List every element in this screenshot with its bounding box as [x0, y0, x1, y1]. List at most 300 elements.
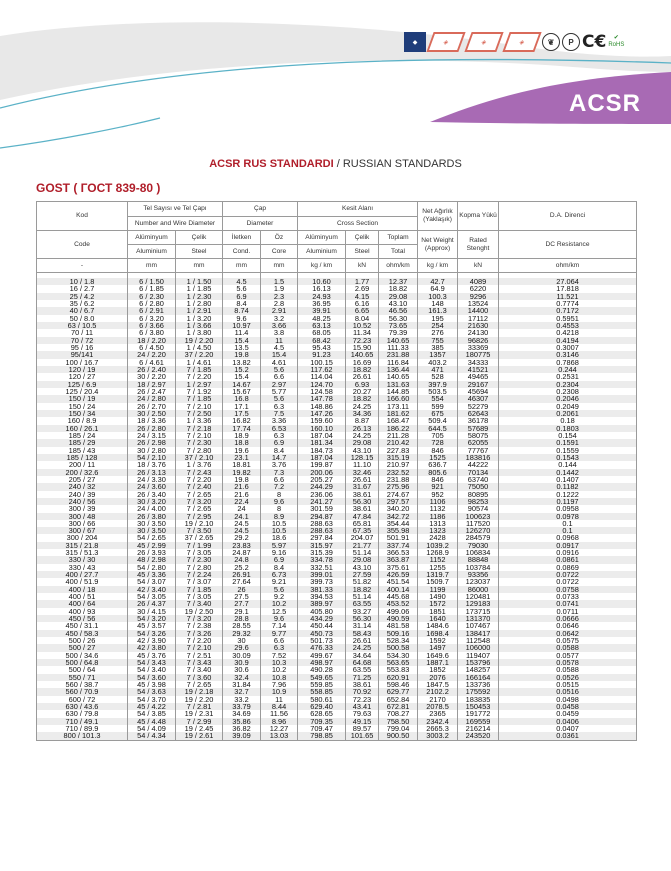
cell-code: 710 / 49.1: [37, 718, 128, 725]
cell-core-dia: 3.8: [261, 329, 298, 336]
cell-strength: 36178: [458, 417, 499, 424]
cell-st-wire: 7 / 2.10: [176, 644, 223, 651]
cell-code: 500 / 26: [37, 637, 128, 644]
unit-cs-st: kN: [346, 259, 379, 273]
cell-weight: 1851: [418, 608, 458, 615]
cell-cs-al: 501.73: [298, 637, 346, 644]
cell-core-dia: 8.96: [261, 718, 298, 725]
cell-resistance: 0.0978: [499, 513, 637, 520]
cell-cs-al: 16.13: [298, 285, 346, 292]
cell-cs-al: 315.39: [298, 549, 346, 556]
cell-al-wire: 6 / 1.85: [128, 285, 176, 292]
cell-al-wire: 6 / 4.61: [128, 359, 176, 366]
unit-total: ohm/km: [379, 259, 418, 273]
cell-strength: 34333: [458, 359, 499, 366]
cell-cs-total: 140.65: [379, 373, 418, 380]
unit-weight: kg / km: [418, 259, 458, 273]
cell-cs-total: 144.85: [379, 388, 418, 395]
cell-code: 330 / 43: [37, 564, 128, 571]
cell-strength: 126270: [458, 527, 499, 534]
cell-strength: 80895: [458, 491, 499, 498]
cell-resistance: 0.0958: [499, 505, 637, 512]
cell-core-dia: 8.4: [261, 447, 298, 454]
cell-cond-dia: 24.5: [223, 527, 261, 534]
cell-st-wire: 7 / 3.05: [176, 593, 223, 600]
cell-cond-dia: 15.67: [223, 388, 261, 395]
th-cap-tr: Çap: [223, 202, 298, 217]
cell-cond-dia: 36.82: [223, 725, 261, 732]
cell-cs-al: 315.97: [298, 542, 346, 549]
cell-core-dia: 6.9: [261, 556, 298, 563]
cell-weight: 2078.5: [418, 703, 458, 710]
leaf-mark-icon: ❦: [542, 33, 560, 51]
cell-cond-dia: 19.6: [223, 447, 261, 454]
cell-code: 710 / 89.9: [37, 725, 128, 732]
cell-strength: 119407: [458, 652, 499, 659]
cell-code: 400 / 27.7: [37, 571, 128, 578]
cell-cond-dia: 18.9: [223, 432, 261, 439]
cell-st-wire: 7 / 2.51: [176, 652, 223, 659]
cell-st-wire: 7 / 2.40: [176, 483, 223, 490]
cell-cs-al: 117.62: [298, 366, 346, 373]
cell-cs-st: 16.69: [346, 359, 379, 366]
cell-code: 150 / 34: [37, 410, 128, 417]
cell-weight: 1313: [418, 520, 458, 527]
cell-cs-st: 34.36: [346, 410, 379, 417]
cell-al-wire: 54 / 3.43: [128, 659, 176, 666]
cell-cs-total: 553.83: [379, 666, 418, 673]
table-row: [37, 622, 637, 629]
cell-core-dia: 8: [261, 491, 298, 498]
cell-cs-st: 26.61: [346, 373, 379, 380]
cell-al-wire: 6 / 2.80: [128, 300, 176, 307]
cell-cs-st: 18.82: [346, 586, 379, 593]
cell-cs-al: 288.63: [298, 527, 346, 534]
cell-strength: 138417: [458, 630, 499, 637]
cell-resistance: 0.0646: [499, 622, 637, 629]
cell-st-wire: 1 / 3.80: [176, 329, 223, 336]
cell-code: 630 / 43.6: [37, 703, 128, 710]
cell-cs-total: 232.52: [379, 469, 418, 476]
cell-al-wire: 48 / 2.98: [128, 556, 176, 563]
cell-strength: 191772: [458, 710, 499, 717]
cell-cond-dia: 24: [223, 505, 261, 512]
cell-cond-dia: 15.2: [223, 366, 261, 373]
table-row: [37, 732, 637, 740]
cell-code: 300 / 66: [37, 520, 128, 527]
table-row: [37, 498, 637, 505]
cell-cond-dia: 34.69: [223, 710, 261, 717]
cell-cs-al: 236.06: [298, 491, 346, 498]
cell-weight: 1255: [418, 564, 458, 571]
cell-weight: 161.3: [418, 307, 458, 314]
certification-logos: [404, 30, 624, 54]
cell-al-wire: 26 / 3.80: [128, 513, 176, 520]
cell-weight: 503.5: [418, 388, 458, 395]
cell-cond-dia: 24.87: [223, 549, 261, 556]
cell-al-wire: 6 / 2.91: [128, 307, 176, 314]
cell-cs-st: 24.25: [346, 432, 379, 439]
cell-code: 16 / 2.7: [37, 285, 128, 292]
cell-cs-total: 73.65: [379, 322, 418, 329]
cell-weight: 1525: [418, 454, 458, 461]
table-row: [37, 425, 637, 432]
cell-cs-st: 24.25: [346, 403, 379, 410]
cell-weight: 2365: [418, 710, 458, 717]
table-row: [37, 549, 637, 556]
cell-core-dia: 15.4: [261, 351, 298, 358]
cell-core-dia: 13.03: [261, 732, 298, 740]
cell-resistance: 0.1: [499, 527, 637, 534]
table-row: [37, 527, 637, 534]
cell-code: 300 / 204: [37, 534, 128, 541]
th-strength-tr: Kopma Yükü: [458, 202, 499, 231]
cell-st-wire: 1 / 2.80: [176, 300, 223, 307]
cell-weight: 755: [418, 337, 458, 344]
cell-strength: 120481: [458, 593, 499, 600]
cell-weight: 471: [418, 366, 458, 373]
table-row: [37, 513, 637, 520]
cell-core-dia: 9.16: [261, 549, 298, 556]
cell-al-wire: 24 / 2.20: [128, 351, 176, 358]
cell-cs-al: 498.97: [298, 659, 346, 666]
cell-cs-st: 58.43: [346, 630, 379, 637]
cell-weight: 2102.2: [418, 688, 458, 695]
cell-cs-total: 274.67: [379, 491, 418, 498]
cell-al-wire: 45 / 2.99: [128, 542, 176, 549]
cell-st-wire: 7 / 3.50: [176, 527, 223, 534]
cell-strength: 46307: [458, 395, 499, 402]
cell-al-wire: 18 / 3.76: [128, 461, 176, 468]
cell-strength: 33369: [458, 344, 499, 351]
cell-al-wire: 18 / 3.36: [128, 417, 176, 424]
cell-code: 95 / 16: [37, 344, 128, 351]
cell-cs-al: 580.61: [298, 696, 346, 703]
cell-strength: 93356: [458, 571, 499, 578]
cell-code: 315 / 21.8: [37, 542, 128, 549]
cell-strength: 153796: [458, 659, 499, 666]
cell-cond-dia: 18.81: [223, 461, 261, 468]
cell-cond-dia: 24.8: [223, 556, 261, 563]
cell-cs-total: 337.74: [379, 542, 418, 549]
cell-code: 100 / 16.7: [37, 359, 128, 366]
cell-st-wire: 7 / 1.85: [176, 586, 223, 593]
cell-cs-st: 24.25: [346, 644, 379, 651]
cell-cond-dia: 32.7: [223, 688, 261, 695]
cell-weight: 254: [418, 322, 458, 329]
cell-cs-total: 342.72: [379, 513, 418, 520]
cell-code: 240 / 39: [37, 491, 128, 498]
cell-cs-total: 140.65: [379, 337, 418, 344]
cell-resistance: 0.7868: [499, 359, 637, 366]
cell-cs-total: 210.97: [379, 461, 418, 468]
cell-cond-dia: 30.9: [223, 659, 261, 666]
cell-cs-al: 205.27: [298, 476, 346, 483]
cell-resistance: 0.0459: [499, 710, 637, 717]
cell-cs-total: 758.50: [379, 718, 418, 725]
cell-st-wire: 7 / 1.99: [176, 542, 223, 549]
cell-code: 630 / 79.8: [37, 710, 128, 717]
cell-al-wire: 18 / 2.20: [128, 337, 176, 344]
cell-cs-total: 186.22: [379, 425, 418, 432]
cell-cs-st: 38.61: [346, 491, 379, 498]
cell-core-dia: 2.91: [261, 307, 298, 314]
cell-weight: 636.7: [418, 461, 458, 468]
cell-st-wire: 7 / 3.07: [176, 578, 223, 585]
cell-cs-al: 628.65: [298, 710, 346, 717]
cell-cs-total: 501.91: [379, 534, 418, 541]
cell-cs-al: 160.10: [298, 425, 346, 432]
cell-cs-st: 15.90: [346, 344, 379, 351]
iso-diamond-icon: ◈: [426, 32, 465, 52]
cell-weight: 42.7: [418, 278, 458, 285]
product-label: ACSR: [569, 90, 642, 117]
table-row: [37, 439, 637, 446]
cell-cs-total: 173.11: [379, 403, 418, 410]
cell-resistance: 0.0516: [499, 688, 637, 695]
th-toplam: Toplam: [379, 231, 418, 245]
cell-cs-total: 652.84: [379, 696, 418, 703]
cell-strength: 166164: [458, 674, 499, 681]
cell-al-wire: 24 / 4.00: [128, 505, 176, 512]
cell-cs-total: 708.27: [379, 710, 418, 717]
cell-cs-total: 672.81: [379, 703, 418, 710]
cell-strength: 29167: [458, 381, 499, 388]
cell-cs-st: 29.08: [346, 556, 379, 563]
cell-weight: 509.4: [418, 417, 458, 424]
table-row: [37, 388, 637, 395]
cell-strength: 180775: [458, 351, 499, 358]
cell-core-dia: 6.73: [261, 571, 298, 578]
cell-resistance: 0.2531: [499, 373, 637, 380]
cell-al-wire: 45 / 3.76: [128, 652, 176, 659]
cell-cs-al: 91.23: [298, 351, 346, 358]
cell-cond-dia: 33.79: [223, 703, 261, 710]
cell-core-dia: 10.5: [261, 527, 298, 534]
cell-resistance: 0.2304: [499, 381, 637, 388]
cell-code: 400 / 51: [37, 593, 128, 600]
cell-cs-st: 6.93: [346, 381, 379, 388]
cell-cs-st: 140.65: [346, 351, 379, 358]
cell-al-wire: 42 / 3.80: [128, 644, 176, 651]
cell-core-dia: 11: [261, 337, 298, 344]
cell-core-dia: 6.3: [261, 403, 298, 410]
cell-strength: 70134: [458, 469, 499, 476]
cell-weight: 1509.7: [418, 578, 458, 585]
cell-resistance: 0.5951: [499, 315, 637, 322]
cell-strength: 148257: [458, 666, 499, 673]
cell-cond-dia: 30.6: [223, 666, 261, 673]
cell-code: 500 / 27: [37, 644, 128, 651]
table-row: [37, 564, 637, 571]
cell-cs-al: 294.87: [298, 513, 346, 520]
cell-cs-al: 114.04: [298, 373, 346, 380]
cell-core-dia: 4.61: [261, 359, 298, 366]
table-row: [37, 395, 637, 402]
cell-cond-dia: 10.97: [223, 322, 261, 329]
cell-cs-total: 509.16: [379, 630, 418, 637]
cell-cs-al: 332.51: [298, 564, 346, 571]
table-row: [37, 373, 637, 380]
cell-core-dia: 11.56: [261, 710, 298, 717]
cell-core-dia: 6.3: [261, 644, 298, 651]
cell-weight: 1572: [418, 600, 458, 607]
cell-strength: 106000: [458, 644, 499, 651]
cell-al-wire: 26 / 3.40: [128, 491, 176, 498]
cell-resistance: 0.0758: [499, 586, 637, 593]
cell-cs-total: 46.56: [379, 307, 418, 314]
cell-al-wire: 30 / 2.50: [128, 410, 176, 417]
cell-resistance: 0.0916: [499, 549, 637, 556]
cell-cs-al: 709.47: [298, 725, 346, 732]
cell-cond-dia: 16.8: [223, 395, 261, 402]
table-row: [37, 315, 637, 322]
cell-al-wire: 45 / 3.36: [128, 571, 176, 578]
cell-st-wire: 7 / 2.24: [176, 571, 223, 578]
cell-strength: 86000: [458, 586, 499, 593]
cell-strength: 112548: [458, 637, 499, 644]
cell-cs-al: 124.58: [298, 388, 346, 395]
cell-resistance: 0.4194: [499, 337, 637, 344]
cell-cs-total: 116.84: [379, 359, 418, 366]
cell-code: 200 / 11: [37, 461, 128, 468]
cell-al-wire: 54 / 3.63: [128, 688, 176, 695]
cell-core-dia: 5.97: [261, 542, 298, 549]
th-st-en: Steel: [176, 245, 223, 259]
cell-al-wire: 6 / 3.80: [128, 329, 176, 336]
cell-core-dia: 7.14: [261, 622, 298, 629]
cell-core-dia: 1.5: [261, 278, 298, 285]
cell-weight: 921: [418, 483, 458, 490]
cell-al-wire: 54 / 3.20: [128, 615, 176, 622]
cell-strength: 133736: [458, 681, 499, 688]
cell-code: 550 / 71: [37, 674, 128, 681]
table-row: [37, 710, 637, 717]
cell-cs-st: 21.77: [346, 542, 379, 549]
table-row: [37, 469, 637, 476]
cell-cs-al: 244.29: [298, 483, 346, 490]
cell-code: 70 / 72: [37, 337, 128, 344]
cell-code: 125 / 20.4: [37, 388, 128, 395]
cell-strength: 44222: [458, 461, 499, 468]
cell-al-wire: 26 / 2.80: [128, 425, 176, 432]
cell-cs-total: 400.14: [379, 586, 418, 593]
gost-r-icon: P: [562, 33, 580, 51]
cell-cond-dia: 25.2: [223, 564, 261, 571]
cell-al-wire: 30 / 2.20: [128, 373, 176, 380]
cell-core-dia: 3.36: [261, 417, 298, 424]
cell-st-wire: 7 / 3.40: [176, 666, 223, 673]
cell-strength: 13524: [458, 300, 499, 307]
cell-strength: 21630: [458, 322, 499, 329]
cell-weight: 148: [418, 300, 458, 307]
cell-strength: 45694: [458, 388, 499, 395]
cell-weight: 385: [418, 344, 458, 351]
cell-cs-st: 20.27: [346, 388, 379, 395]
cell-core-dia: 7.52: [261, 652, 298, 659]
cell-cs-total: 481.58: [379, 622, 418, 629]
cell-cs-st: 6.65: [346, 307, 379, 314]
cell-resistance: 0.0526: [499, 674, 637, 681]
cell-cs-st: 10.52: [346, 322, 379, 329]
cell-cond-dia: 32.4: [223, 674, 261, 681]
cell-core-dia: 10.8: [261, 674, 298, 681]
cell-st-wire: 7 / 2.10: [176, 403, 223, 410]
unit-al: mm: [128, 259, 176, 273]
unit-cond: mm: [223, 259, 261, 273]
cell-cond-dia: 26.91: [223, 571, 261, 578]
cell-core-dia: 8: [261, 505, 298, 512]
cell-resistance: 0.1803: [499, 425, 637, 432]
cell-core-dia: 8.44: [261, 703, 298, 710]
table-row: [37, 278, 637, 285]
cell-cs-total: 499.06: [379, 608, 418, 615]
header-band: [0, 0, 671, 150]
cell-core-dia: 6.3: [261, 432, 298, 439]
table-row: [37, 644, 637, 651]
cell-cond-dia: 30: [223, 637, 261, 644]
cell-st-wire: 37 / 2.65: [176, 534, 223, 541]
cell-cs-al: 288.63: [298, 520, 346, 527]
table-row: [37, 674, 637, 681]
table-row: [37, 329, 637, 336]
cell-cond-dia: 4.5: [223, 278, 261, 285]
cell-core-dia: 10.2: [261, 600, 298, 607]
table-row: [37, 718, 637, 725]
cell-cond-dia: 28.55: [223, 622, 261, 629]
cell-weight: 675: [418, 410, 458, 417]
cell-al-wire: 45 / 3.57: [128, 622, 176, 629]
msi-logo-icon: ◆: [404, 32, 426, 52]
cell-cs-st: 26.13: [346, 425, 379, 432]
cell-weight: 1698.4: [418, 630, 458, 637]
table-row: [37, 476, 637, 483]
cell-core-dia: 9.21: [261, 578, 298, 585]
cell-cs-al: 549.65: [298, 674, 346, 681]
cell-weight: 1039.2: [418, 542, 458, 549]
cell-code: 185 / 43: [37, 447, 128, 454]
th-code: Code: [37, 231, 128, 259]
cell-core-dia: 6.6: [261, 637, 298, 644]
cell-weight: 1132: [418, 505, 458, 512]
cell-weight: 1592: [418, 637, 458, 644]
cell-cs-al: 334.78: [298, 556, 346, 563]
cell-weight: 195: [418, 315, 458, 322]
cell-strength: 4089: [458, 278, 499, 285]
cell-strength: 6220: [458, 285, 499, 292]
cell-al-wire: 42 / 3.40: [128, 586, 176, 593]
cell-al-wire: 18 / 2.97: [128, 381, 176, 388]
cell-strength: 41521: [458, 366, 499, 373]
cell-core-dia: 1.9: [261, 285, 298, 292]
th-cs-al-en: Aluminium: [298, 245, 346, 259]
cell-al-wire: 42 / 3.90: [128, 637, 176, 644]
cell-cs-total: 900.50: [379, 732, 418, 740]
cell-st-wire: 7 / 2.50: [176, 410, 223, 417]
cell-code: 125 / 6.9: [37, 381, 128, 388]
cell-cs-st: 63.55: [346, 666, 379, 673]
cell-core-dia: 5.6: [261, 395, 298, 402]
cell-st-wire: 7 / 2.65: [176, 491, 223, 498]
cell-cs-al: 399.73: [298, 578, 346, 585]
cell-code: 150 / 19: [37, 395, 128, 402]
cell-cs-al: 10.60: [298, 278, 346, 285]
cell-resistance: 0.0515: [499, 681, 637, 688]
cell-al-wire: 45 / 4.48: [128, 718, 176, 725]
cell-cs-st: 11.34: [346, 329, 379, 336]
cell-cond-dia: 26: [223, 586, 261, 593]
cell-cs-total: 111.33: [379, 344, 418, 351]
